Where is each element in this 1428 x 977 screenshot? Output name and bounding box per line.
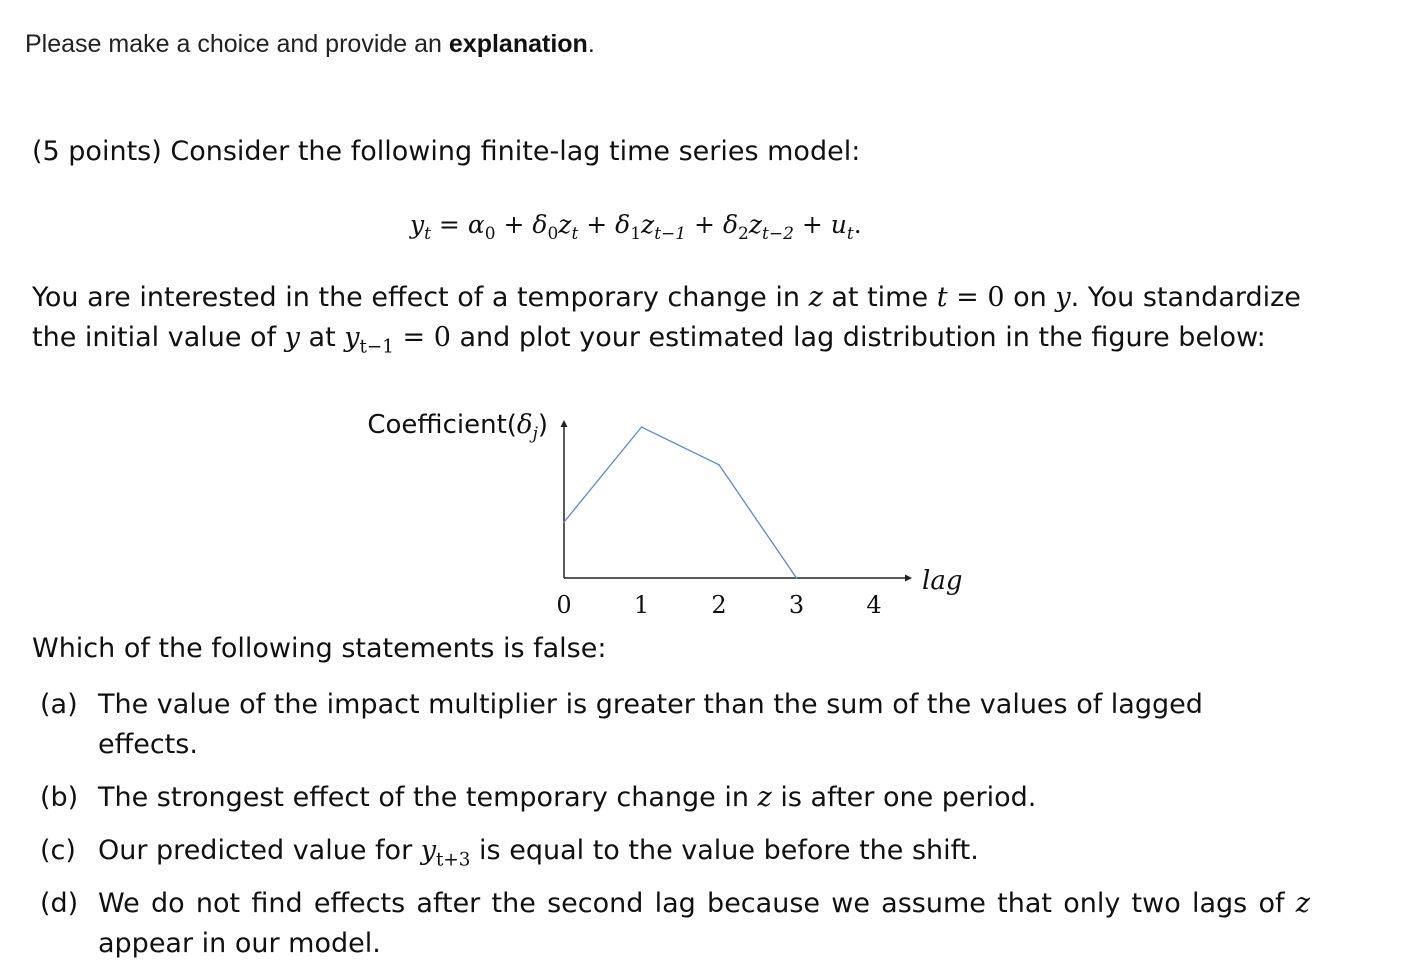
eq-plus-2: + <box>578 210 616 239</box>
option-c-letter: (c) <box>40 835 76 866</box>
x-tick-group <box>556 591 881 619</box>
option-b[interactable] <box>40 778 1310 818</box>
option-d-post: appear in our model. <box>98 928 381 959</box>
data-point-lag-2 <box>718 464 720 466</box>
option-c-pre: Our predicted value for <box>98 835 421 866</box>
context-eq0-2: = 0 <box>393 322 451 353</box>
data-point-lag-3 <box>796 577 798 579</box>
instruction-line <box>25 30 595 59</box>
option-d-text <box>98 884 1310 964</box>
option-a-text: The value of the impact multiplier is greater than the sum of the values of lagged effects. <box>98 689 1203 760</box>
x-tick-label-0: 0 <box>556 591 572 619</box>
eq-z-2: z <box>748 210 762 239</box>
answer-options <box>40 685 1310 977</box>
eq-delta-2-sub: 2 <box>738 224 749 244</box>
context-yt1: y <box>344 322 360 353</box>
option-b-post: is after one period. <box>771 782 1037 813</box>
y-axis-label <box>367 410 548 444</box>
instruction-suffix: . <box>587 30 595 58</box>
option-c-text <box>98 831 1310 871</box>
problem-context <box>32 278 1307 358</box>
eq-equals: = <box>430 210 468 239</box>
instruction-prefix: Please make a choice and provide an <box>25 30 449 58</box>
option-a[interactable] <box>40 685 1310 765</box>
context-part-4: . You standardize the initial value of <box>32 282 1301 353</box>
x-axis-arrow <box>905 575 912 582</box>
model-equation <box>410 210 862 244</box>
context-y: y <box>1055 282 1071 313</box>
context-part-2: at time <box>822 282 937 313</box>
lag-distribution-line <box>564 427 797 578</box>
lag-distribution-chart <box>360 395 1000 635</box>
eq-alpha-sub: 0 <box>484 224 496 244</box>
option-b-text <box>98 778 1310 818</box>
context-part-3: on <box>1004 282 1056 313</box>
y-label-close: ) <box>537 410 548 440</box>
x-tick-label-1: 1 <box>633 591 650 619</box>
eq-z-1: z <box>641 210 655 239</box>
option-d[interactable] <box>40 884 1310 964</box>
option-c[interactable] <box>40 831 1310 871</box>
x-axis-label: lag <box>922 566 963 596</box>
eq-delta-2: δ <box>722 210 738 239</box>
option-d-z: z <box>1295 888 1310 919</box>
y-axis-arrow <box>561 420 568 427</box>
context-t: t <box>936 282 948 313</box>
eq-delta-1: δ <box>615 210 631 239</box>
eq-plus-1: + <box>495 210 533 239</box>
option-d-letter: (d) <box>40 888 79 919</box>
context-yt1-sub: t−1 <box>359 336 394 358</box>
option-c-y: y <box>420 835 437 866</box>
intro-text: (5 points) Consider the following finite-lag time series model: <box>32 136 861 167</box>
eq-delta-0: δ <box>532 210 548 239</box>
context-part-6: and plot your estimated lag distribution in the figure below: <box>450 322 1266 353</box>
eq-z-2-sub: t−2 <box>762 224 794 244</box>
eq-plus-4: + <box>793 210 831 239</box>
eq-z-0: z <box>558 210 572 239</box>
option-b-letter: (b) <box>40 782 79 813</box>
eq-delta-1-sub: 1 <box>630 224 642 244</box>
question-stem: Which of the following statements is false: <box>32 633 607 664</box>
data-point-lag-0 <box>563 521 565 523</box>
eq-plus-3: + <box>686 210 723 239</box>
data-point-lag-1 <box>641 426 643 428</box>
instruction-bold: explanation <box>448 30 588 58</box>
y-label-delta: δ <box>516 410 533 440</box>
eq-period: . <box>853 210 862 239</box>
option-c-y-sub: t+3 <box>436 849 471 871</box>
option-b-z: z <box>757 782 772 813</box>
context-eq0: = 0 <box>947 282 1005 313</box>
option-b-pre: The strongest effect of the temporary change in <box>98 782 758 813</box>
context-z: z <box>808 282 823 313</box>
eq-y: y <box>410 210 425 239</box>
x-tick-label-3: 3 <box>788 591 805 619</box>
problem-intro <box>32 132 1332 172</box>
x-tick-label-4: 4 <box>866 591 882 619</box>
chart-svg <box>360 395 1000 635</box>
y-label-sub: j <box>532 424 538 444</box>
eq-delta-0-sub: 0 <box>547 224 559 244</box>
option-a-letter: (a) <box>40 689 78 720</box>
context-y-2: y <box>284 322 300 353</box>
eq-u-sub: t <box>846 224 854 244</box>
x-tick-label-2: 2 <box>711 591 727 619</box>
context-part-1: You are interested in the effect of a temporary change in <box>32 282 809 313</box>
option-c-post: is equal to the value before the shift. <box>470 835 979 866</box>
eq-z-1-sub: t−1 <box>654 224 687 244</box>
y-label-text: Coefficient( <box>367 410 517 440</box>
context-part-5: at <box>299 322 345 353</box>
eq-alpha: α <box>467 210 485 239</box>
eq-y-sub: t <box>424 224 431 244</box>
option-d-pre: We do not find effects after the second lag because we assume that only two lags of <box>98 888 1296 919</box>
eq-u: u <box>830 210 847 239</box>
data-point-group <box>563 426 797 579</box>
eq-z-0-sub: t <box>571 224 579 244</box>
